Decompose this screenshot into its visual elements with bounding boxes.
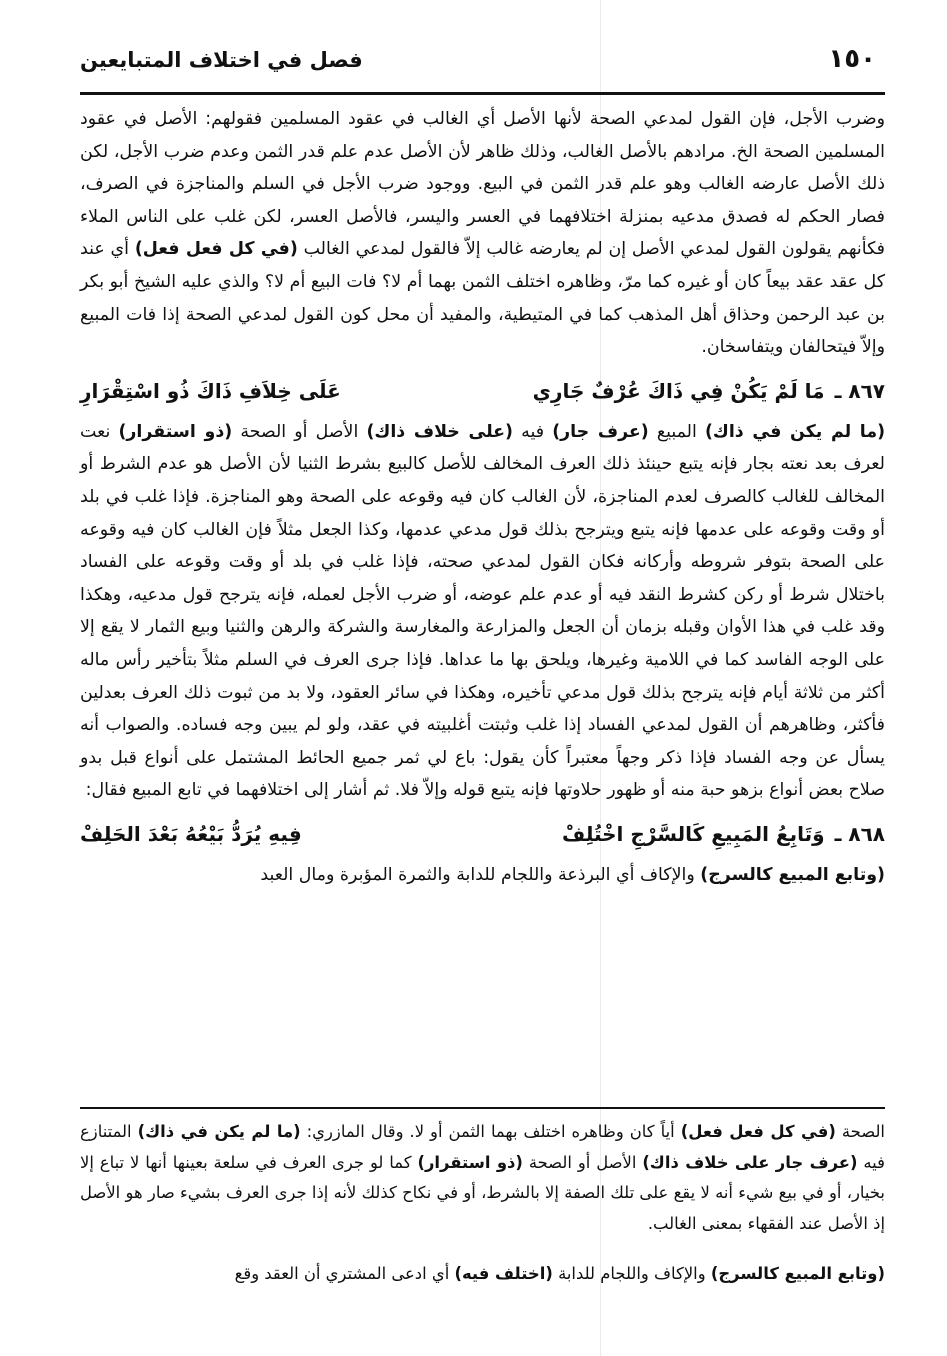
verse-868 (80, 815, 885, 853)
verse-hemistich-first: وَتَابِعُ المَبِيعِ كَالسَّرْجِ اخْتُلِفْ (562, 821, 825, 846)
text-span: نعت لعرف بعد نعته بجار فإنه يتبع حينئذ ذلك العرف المخالف للأصل كالبيع بشرط الثنيا لأن الأصل هو عدم الشرط أو المخالف للغالب كالصرف لعدم المناجزة، لأن الغالب كان فيه وقوعه على الصحة وهو المناجزة. فإذا غلب في بلد أو وقت وقوعه على عدمها فإنه يتبع ويترجح بذلك قول مدعي عدمها، وكذا الجعل مثلاً فإن الغالب كان فيه وقوعه على الصحة بتوفر شروطه وأركانه فكان القول لمدعي صحته، فإذا غلب في بلد أو وقت وقوعه على الفساد باختلال شرط أو ركن كشرط النقد فيه أو عدم علم عوضه، أو ضرب الأجل لعمله، فإنه يترجح قول مدعيه، وهكذا وقد غلب في هذا الأوان وقبله بزمان أن الجعل والمزارعة والمغارسة والشركة والرهن والثنيا وبيع الثمار لا يقع إلا على الوجه الفاسد كما في اللامية وغيرها، ويلحق بها ما عداها. فإذا جرى العرف في السلم مثلاً بتأخير رأس ماله أكثر من ثلاثة أيام فإنه يترجح بذلك قول مدعي تأخيره، وهكذا في سائر العقود، ولا بد من ثبوت ذلك العرف بعدلين فأكثر، وظاهرهم أن القول لمدعي الفساد إذا غلب وثبتت أغلبيته في عقد، ولو لم يبين وجه فساده. والصواب أنه يسأل عن وجه الفساد فإذا ذكر وجهاً معتبراً كأن يقول: باع لي ثمر جميع الحائط المشتمل على أنواع قبل بدو صلاح بعض أنواع بزهو حبة منه أو ظهور حلاوتها فإنه يتبع قوله وإلاّ فلا. ثم أشار إلى اختلافهما في تابع المبيع فقال: (80, 421, 885, 801)
running-title: فصل في اختلاف المتبايعين (80, 48, 363, 72)
bold-quote: (وتابع المبيع كالسرج) (700, 864, 885, 885)
text-span: أي ادعى المشتري أن العقد وقع (234, 1264, 450, 1283)
bold-quote: (وتابع المبيع كالسرج) (710, 1264, 885, 1283)
text-span: والإكاف أي البرذعة واللجام للدابة والثمرة المؤبرة ومال العبد (260, 864, 695, 885)
text-span: الأصل أو الصحة (240, 421, 359, 442)
bold-quote: (عرف جار) (552, 421, 649, 442)
bold-quote: (ما لم يكن في ذاك) (704, 421, 886, 442)
verse-hemistich-second: عَلَى خِلاَفِ ذَاكَ ذُو اسْتِقْرَارِ (80, 378, 341, 403)
bold-quote: (في كل فعل فعل) (134, 239, 298, 260)
bold-quote: (في كل فعل فعل) (680, 1122, 836, 1141)
page-header (80, 40, 880, 92)
text-span: الأصل أو الصحة (528, 1152, 637, 1172)
footnote-rule (80, 1107, 885, 1109)
bold-quote: (ذو استقرار) (417, 1152, 523, 1172)
header-rule (80, 92, 885, 95)
verse-number: ٨٦٨ ـ (834, 821, 885, 846)
footnote-2 (80, 1259, 885, 1290)
text-span: المتنازع فيه (80, 1122, 885, 1172)
paragraph-2 (80, 416, 885, 807)
bold-quote: (ذو استقرار) (118, 421, 233, 442)
paragraph-1 (80, 103, 885, 364)
verse-hemistich-first: مَا لَمْ يَكُنْ فِي ذَاكَ عُرْفٌ جَارِي (532, 378, 825, 403)
verse-hemistich-second: فِيهِ يُرَدُّ بَيْعُهُ بَعْدَ الحَلِفْ (80, 821, 302, 846)
bold-quote: (اختلف فيه) (454, 1264, 553, 1283)
paragraph-3 (80, 859, 885, 892)
text-span: وضرب الأجل، فإن القول لمدعي الصحة لأنها الأصل أي الغالب في عقود المسلمين فقولهم: الأصل في عقود المسلمين الصحة الخ. مرادهم بالأصل الغالب، وذلك ظاهر لأن الأصل عدم علم قدر الثمن وعدم ضرب الأجل، لكن ذلك الأصل عارضه الغالب وهو علم قدر الثمن في البيع. ووجود ضرب الأجل في السلم والمناجزة في الصرف، فصار الحكم له فصدق مدعيه بمنزلة اختلافهما في العسر واليسر، فالأصل العسر، لكن غلب على الناس الملاء فكأنهم يقولون القول لمدعي الأصل إن لم يعارضه غالب إلاّ فالقول لمدعي الغالب (80, 109, 885, 260)
text-span: أياً كان وظاهره اختلف بهما الثمن أو لا. وقال المازري: (306, 1122, 675, 1141)
text-span: والإكاف واللجام للدابة (558, 1264, 706, 1283)
text-span: أي عند كل عقد عقد بيعاً كان أو غيره كما مرّ، وظاهره اختلف الثمن بهما أم لا؟ فات البيع أم لا؟ والذي عليه الشيخ أبو بكر بن عبد الرحمن وحذاق أهل المذهب كما في المتيطية، والمفيد أن محل كون القول لمدعي الصحة إذا فات المبيع وإلاّ فيتحالفان ويتفاسخان. (80, 239, 885, 358)
bold-quote: (عرف جار على خلاف ذاك) (642, 1152, 858, 1172)
verse-867 (80, 372, 885, 410)
page-number: ١٥٠ (828, 44, 876, 74)
footnote-1 (80, 1117, 885, 1239)
text-span: فيه (521, 421, 545, 442)
text-span: كما لو جرى العرف في سلعة بعينها أنها لا تباع إلا بخيار، أو في بيع شيء أنه لا يقع على تلك الصفة إلا بالشرط، أو في نكاح كذلك لأنه إذا جرى العرف بشيء صار هو الأصل إذ الأصل عند الفقهاء بمعنى الغالب. (80, 1152, 885, 1233)
text-span: المبيع (656, 421, 697, 442)
text-span: الصحة (841, 1122, 885, 1141)
verse-number: ٨٦٧ ـ (834, 378, 885, 403)
footnotes (80, 1117, 885, 1290)
bold-quote: (ما لم يكن في ذاك) (137, 1122, 301, 1141)
main-text (80, 103, 885, 891)
bold-quote: (على خلاف ذاك) (366, 421, 514, 442)
